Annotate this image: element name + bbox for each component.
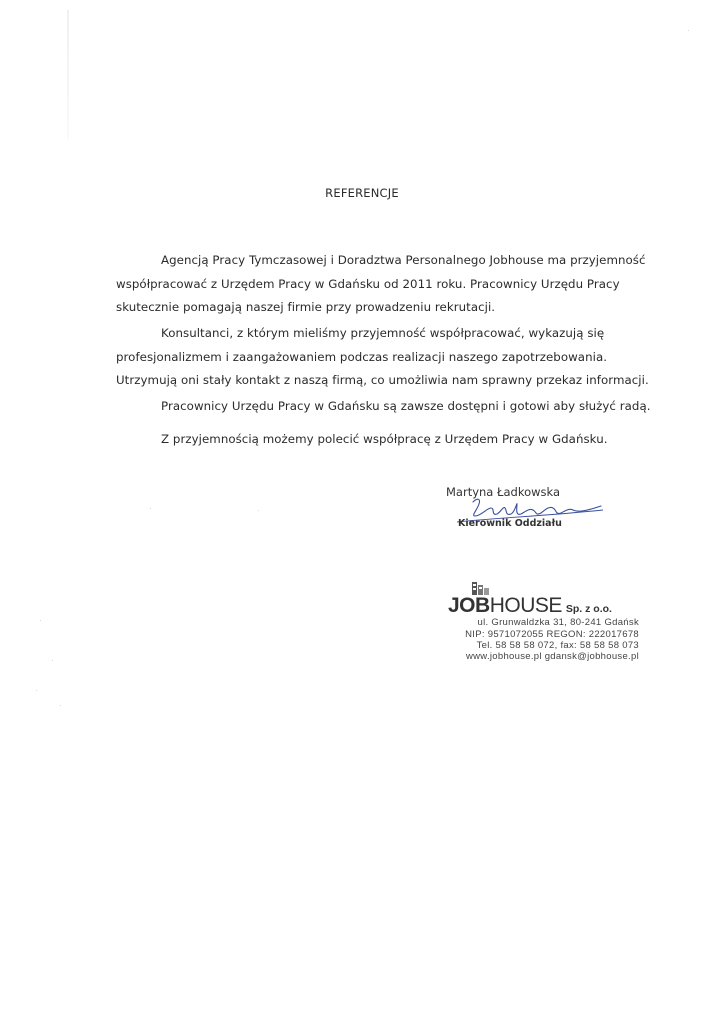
paragraph-3: Pracownicy Urzędu Pracy w Gdańsku są zawsze dostępni i gotowi aby służyć radą. <box>161 399 651 413</box>
paragraph-4: Z przyjemnością możemy polecić współpracę z Urzędem Pracy w Gdańsku. <box>161 432 608 446</box>
brand-regular: HOUSE <box>489 594 562 617</box>
paragraph-1: Agencją Pracy Tymczasowej i Doradztwa Personalnego Jobhouse ma przyjemność współpracować z Urzędem Pracy w Gdańsku od 2011 roku. Pracownicy Urzędu Pracy skutecznie pomagają naszej firmie przy prowadzeniu rekrutacji. <box>116 253 646 314</box>
stamp-web: www.jobhouse.pl gdansk@jobhouse.pl <box>465 651 639 662</box>
scan-speck <box>52 660 53 661</box>
document-title: REFERENCJE <box>325 186 399 200</box>
company-stamp-brand <box>448 594 612 618</box>
scan-speck <box>150 508 151 509</box>
signatory-name: Martyna Ładkowska <box>446 485 561 499</box>
scan-speck <box>60 705 61 706</box>
paragraph-2: Konsultanci, z którym mieliśmy przyjemność współpracować, wykazują się profesjonalizmem i zaangażowaniem podczas realizacji naszego zapotrzebowania. Utrzymują oni stały kontakt z naszą firmą, co umożliwia nam sprawny przekaz informacji. <box>116 326 649 387</box>
scan-edge-mark <box>67 10 69 140</box>
brand-bold: JOB <box>448 594 490 617</box>
scan-speck <box>36 690 37 691</box>
stamp-address: ul. Grunwaldzka 31, 80-241 Gdańsk <box>477 617 639 628</box>
stamp-phone: Tel. 58 58 58 072, fax: 58 58 58 073 <box>476 640 639 651</box>
brand-suffix: Sp. z o.o. <box>565 603 612 615</box>
stamp-ids: NIP: 9571072055 REGON: 222017678 <box>465 629 639 640</box>
scan-speck <box>40 620 41 621</box>
signatory-role: Kierownik Oddziału <box>458 518 562 529</box>
scan-speck <box>258 510 259 511</box>
scan-speck <box>688 30 689 31</box>
